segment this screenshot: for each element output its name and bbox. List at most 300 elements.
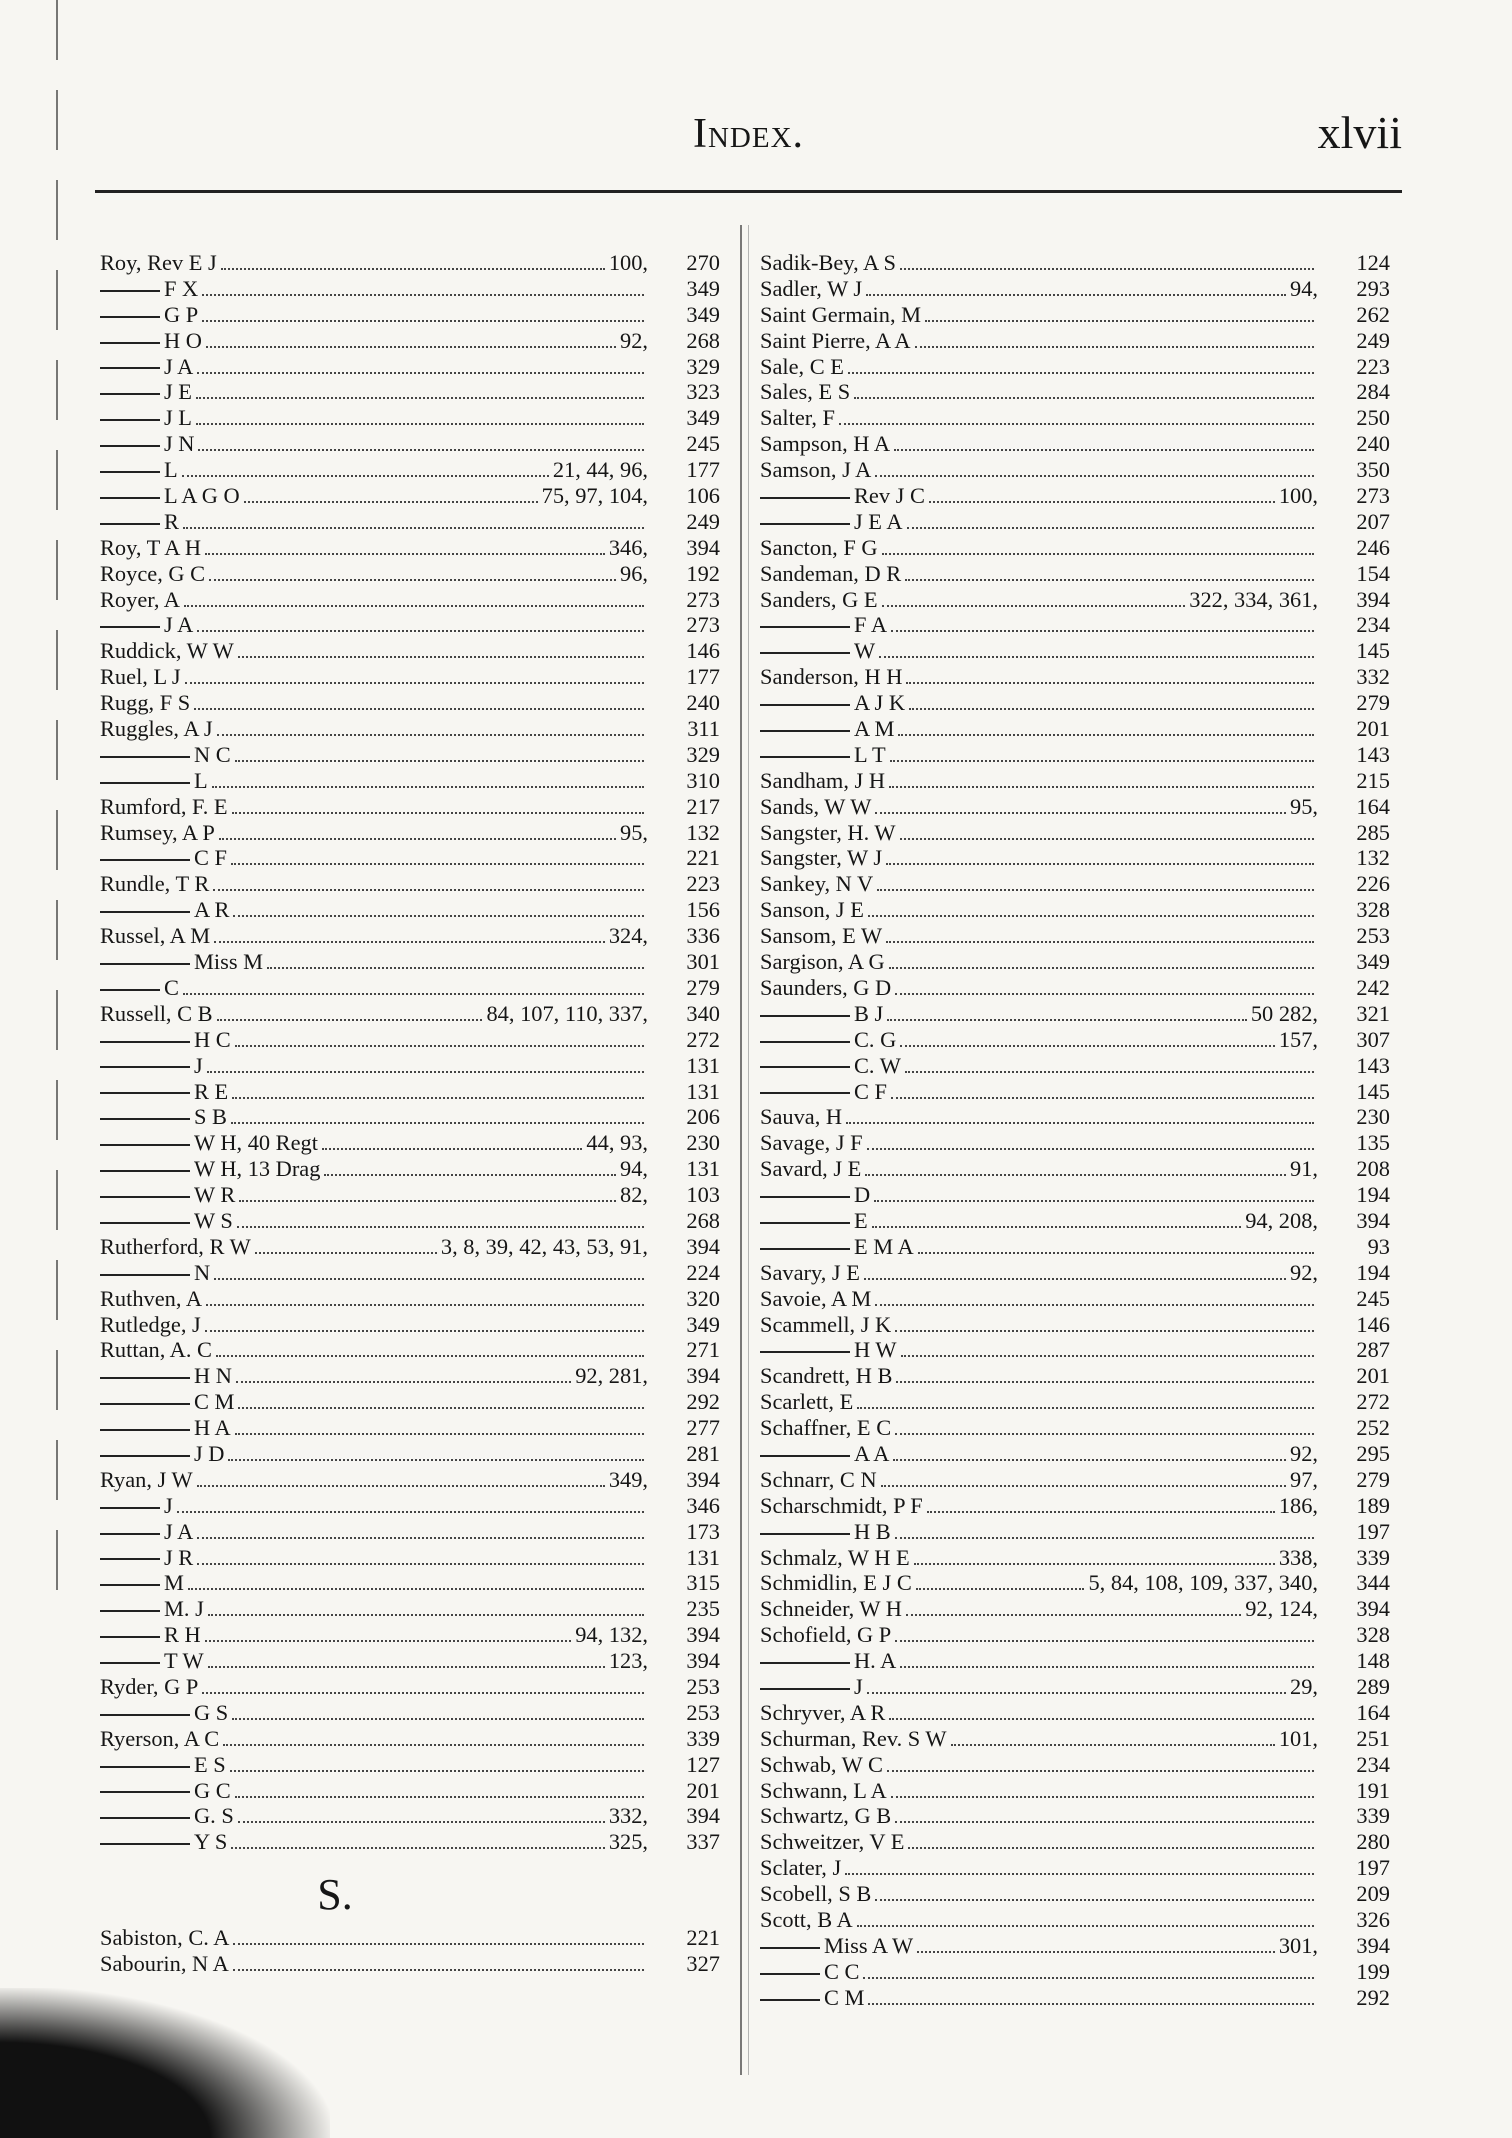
- ditto-dash: [100, 859, 190, 861]
- index-entry: [100, 1778, 720, 1804]
- dot-leader: [905, 1071, 1314, 1073]
- entry-name: [760, 1130, 863, 1156]
- index-entry: [100, 1001, 720, 1027]
- ditto-dash: [100, 419, 160, 421]
- entry-name: [100, 1130, 318, 1156]
- dot-leader: [255, 1252, 437, 1254]
- index-entry: [100, 1493, 720, 1519]
- index-entry: [760, 1182, 1390, 1208]
- entry-name: [100, 612, 193, 638]
- index-entry: [760, 1156, 1390, 1182]
- dot-leader: [232, 1718, 644, 1720]
- entry-name-text: G P: [164, 301, 199, 327]
- entry-name: [100, 1441, 224, 1467]
- index-entry: [760, 871, 1390, 897]
- entry-name: [100, 302, 198, 328]
- entry-refs: 94,: [620, 1156, 648, 1182]
- entry-refs: 50 282,: [1250, 1000, 1318, 1026]
- ditto-dash: [760, 1222, 850, 1224]
- index-entry: [760, 405, 1390, 431]
- entry-name: [760, 975, 891, 1001]
- entry-page: 394: [686, 1648, 720, 1674]
- entry-name-text: Savard, J E: [760, 1156, 862, 1182]
- entry-name: [100, 1156, 320, 1182]
- dot-leader: [882, 553, 1314, 555]
- entry-name: [760, 1829, 904, 1855]
- entry-name: [760, 1622, 891, 1648]
- entry-page: 394: [1356, 1596, 1390, 1622]
- entry-name: [760, 1881, 871, 1907]
- entry-name-text: Ryan, J W: [100, 1466, 193, 1492]
- index-entry: [760, 1415, 1390, 1441]
- index-entry: [100, 1545, 720, 1571]
- entry-name: [100, 871, 209, 897]
- ditto-dash: [760, 1092, 850, 1094]
- entry-name-text: Scandrett, H B: [760, 1363, 893, 1389]
- entry-refs: 100,: [1278, 483, 1318, 509]
- entry-page: 328: [1356, 897, 1390, 923]
- dot-leader: [895, 1537, 1314, 1539]
- entry-refs: 3, 8, 39, 42, 43, 53, 91,: [440, 1233, 648, 1259]
- entry-name-text: Russel, A M: [100, 923, 211, 949]
- entry-name-text: Sanson, J E: [760, 897, 864, 923]
- entry-name-text: Schmidlin, E J C: [760, 1570, 912, 1596]
- dot-leader: [896, 1381, 1314, 1383]
- entry-name: [100, 1951, 229, 1977]
- entry-name-text: A A: [854, 1440, 890, 1466]
- entry-name: [760, 483, 925, 509]
- dot-leader: [857, 1925, 1314, 1927]
- entry-page: 310: [686, 767, 720, 793]
- index-entry: [100, 1130, 720, 1156]
- entry-name: [100, 768, 208, 794]
- entry-name-text: Sancton, F G: [760, 534, 878, 560]
- dot-leader: [887, 1770, 1314, 1772]
- dot-leader: [879, 656, 1314, 658]
- dot-leader: [235, 760, 644, 762]
- entry-page: 215: [1356, 767, 1390, 793]
- index-entry: [760, 1027, 1390, 1053]
- ditto-dash: [760, 626, 850, 628]
- dot-leader: [905, 579, 1314, 581]
- entry-name: [760, 1337, 897, 1363]
- index-entry: [100, 250, 720, 276]
- entry-page: 349: [686, 405, 720, 431]
- entry-refs: 92,: [1290, 1440, 1318, 1466]
- entry-page: 339: [1356, 1544, 1390, 1570]
- entry-name: [760, 1570, 912, 1596]
- entry-name: [760, 1312, 891, 1338]
- entry-page: 191: [1356, 1777, 1390, 1803]
- entry-page: 146: [1356, 1311, 1390, 1337]
- dot-leader: [202, 1692, 644, 1694]
- entry-page: 208: [1356, 1156, 1390, 1182]
- index-entry: [100, 1027, 720, 1053]
- dot-leader: [188, 1588, 644, 1590]
- entry-name-text: Schweitzer, V E: [760, 1829, 905, 1855]
- index-entry: [760, 1286, 1390, 1312]
- index-entry: [760, 768, 1390, 794]
- ditto-dash: [100, 471, 160, 473]
- entry-name-text: R H: [164, 1622, 201, 1648]
- entry-page: 273: [1356, 483, 1390, 509]
- entry-page: 337: [686, 1829, 720, 1855]
- entry-page: 320: [686, 1285, 720, 1311]
- ditto-dash: [100, 963, 190, 965]
- ditto-dash: [760, 1066, 850, 1068]
- entry-name-text: Rev J C: [854, 483, 925, 509]
- entry-name-text: F A: [854, 612, 887, 638]
- entry-refs: 100,: [608, 250, 648, 275]
- entry-page: 224: [686, 1259, 720, 1285]
- entry-page: 221: [686, 1925, 720, 1951]
- entry-name: [100, 587, 180, 613]
- page-number: xlvii: [1317, 107, 1402, 158]
- index-entry: [100, 1700, 720, 1726]
- entry-page: 164: [1356, 793, 1390, 819]
- entry-name-text: Sadler, W J: [760, 275, 863, 301]
- entry-name-text: C. G: [854, 1026, 897, 1052]
- entry-name-text: N C: [194, 741, 231, 767]
- entry-name-text: C. W: [854, 1052, 901, 1078]
- entry-page: 271: [686, 1337, 720, 1363]
- entry-name-text: L A G O: [164, 483, 240, 509]
- dot-leader: [230, 1770, 644, 1772]
- entry-page: 223: [686, 871, 720, 897]
- dot-leader: [908, 1847, 1314, 1849]
- entry-name-text: C M: [824, 1984, 865, 2010]
- dot-leader: [206, 346, 616, 348]
- entry-name: [760, 1907, 853, 1933]
- entry-page: 329: [686, 741, 720, 767]
- index-entry: [760, 742, 1390, 768]
- entry-page: 394: [1356, 1932, 1390, 1958]
- dot-leader: [914, 1563, 1275, 1565]
- entry-name-text: M: [164, 1570, 184, 1596]
- index-entry: [760, 1881, 1390, 1907]
- index-entry: [100, 1415, 720, 1441]
- index-entry: [100, 1156, 720, 1182]
- ditto-dash: [100, 1791, 190, 1793]
- entry-refs: 95,: [1290, 793, 1318, 819]
- ditto-dash: [760, 704, 850, 706]
- dot-leader: [865, 1174, 1286, 1176]
- entry-name: [760, 1234, 914, 1260]
- index-entry: [760, 1053, 1390, 1079]
- dot-leader: [217, 1019, 483, 1021]
- entry-name-text: Salter, F: [760, 405, 835, 431]
- entry-page: 201: [1356, 716, 1390, 742]
- dot-leader: [900, 838, 1314, 840]
- entry-page: 287: [1356, 1337, 1390, 1363]
- index-entry: [760, 509, 1390, 535]
- entry-page: 143: [1356, 1052, 1390, 1078]
- entry-refs: 101,: [1278, 1725, 1318, 1751]
- dot-leader: [868, 2003, 1314, 2005]
- entry-page: 131: [686, 1078, 720, 1104]
- dot-leader: [848, 372, 1314, 374]
- index-entry: [760, 690, 1390, 716]
- entry-refs: 157,: [1278, 1026, 1318, 1052]
- dot-leader: [208, 1614, 644, 1616]
- index-entry: [100, 379, 720, 405]
- entry-name: [760, 871, 873, 897]
- entry-name: [760, 1752, 883, 1778]
- entry-page: 206: [686, 1104, 720, 1130]
- entry-name-text: Scammell, J K: [760, 1311, 892, 1337]
- ditto-dash: [100, 989, 160, 991]
- entry-page: 249: [686, 508, 720, 534]
- dot-leader: [183, 993, 644, 995]
- dot-leader: [177, 1511, 644, 1513]
- index-entry: [760, 587, 1390, 613]
- ditto-dash: [100, 497, 160, 499]
- entry-name: [100, 794, 228, 820]
- dot-leader: [194, 708, 644, 710]
- entry-page: 240: [1356, 431, 1390, 457]
- entry-page: 251: [1356, 1725, 1390, 1751]
- entry-name: [100, 1596, 204, 1622]
- page-header: [95, 107, 1402, 180]
- entry-name: [760, 405, 835, 431]
- index-entry: [760, 354, 1390, 380]
- index-entry: [760, 379, 1390, 405]
- dot-leader: [900, 1666, 1314, 1668]
- entry-name-text: Scarlett, E: [760, 1389, 854, 1415]
- entry-page: 284: [1356, 379, 1390, 405]
- entry-name-text: Sampson, H A: [760, 431, 891, 457]
- index-entry: [100, 871, 720, 897]
- dot-leader: [197, 372, 644, 374]
- ditto-dash: [760, 1196, 850, 1198]
- entry-name: [100, 354, 193, 380]
- entry-page: 394: [1356, 586, 1390, 612]
- entry-name-text: R E: [194, 1078, 229, 1104]
- entry-page: 344: [1356, 1570, 1390, 1596]
- dot-leader: [874, 1200, 1314, 1202]
- entry-name-text: Sabiston, C. A: [100, 1925, 230, 1951]
- entry-name: [760, 1441, 889, 1467]
- entry-name: [760, 509, 903, 535]
- entry-name: [100, 405, 192, 431]
- entry-page: 262: [1356, 301, 1390, 327]
- entry-name: [760, 742, 886, 768]
- entry-name-text: Savage, J F: [760, 1130, 863, 1156]
- entry-name-text: Roy, T A H: [100, 534, 201, 560]
- entry-page: 273: [686, 612, 720, 638]
- index-entry: [100, 1182, 720, 1208]
- dot-leader: [925, 320, 1314, 322]
- entry-name: [760, 664, 902, 690]
- ditto-dash: [100, 1662, 160, 1664]
- index-entry: [760, 1130, 1390, 1156]
- entry-name: [760, 1778, 887, 1804]
- entry-page: 329: [686, 353, 720, 379]
- entry-name: [100, 690, 190, 716]
- entry-refs: 92,: [1290, 1259, 1318, 1285]
- scan-shadow: [0, 1988, 330, 2138]
- dot-leader: [185, 682, 644, 684]
- entry-page: 272: [1356, 1389, 1390, 1415]
- dot-leader: [235, 1433, 644, 1435]
- dot-leader: [854, 397, 1314, 399]
- ditto-dash: [100, 1403, 190, 1405]
- entry-name: [100, 535, 201, 561]
- entry-name: [100, 431, 194, 457]
- entry-page: 197: [1356, 1855, 1390, 1881]
- entry-page: 250: [1356, 405, 1390, 431]
- index-entry: [760, 457, 1390, 483]
- entry-page: 234: [1356, 1751, 1390, 1777]
- entry-name-text: Russell, C B: [100, 1000, 213, 1026]
- dot-leader: [233, 1943, 644, 1945]
- entry-page: 394: [686, 1363, 720, 1389]
- entry-name: [100, 1260, 210, 1286]
- entry-name-text: Ruggles, A J: [100, 716, 213, 742]
- ditto-dash: [100, 1455, 190, 1457]
- dot-leader: [213, 889, 644, 891]
- entry-name-text: J D: [194, 1440, 225, 1466]
- index-entry: [760, 1234, 1390, 1260]
- entry-name: [760, 1156, 861, 1182]
- ditto-dash: [760, 652, 850, 654]
- index-entry: [760, 1933, 1390, 1959]
- entry-page: 346: [686, 1492, 720, 1518]
- entry-name: [100, 820, 215, 846]
- index-entry: [760, 1493, 1390, 1519]
- index-entry: [100, 483, 720, 509]
- entry-refs: 332,: [608, 1803, 648, 1829]
- dot-leader: [875, 812, 1286, 814]
- dot-leader: [197, 1563, 644, 1565]
- entry-page: 315: [686, 1570, 720, 1596]
- entry-name-text: Schurman, Rev. S W: [760, 1725, 947, 1751]
- index-entry: [760, 1441, 1390, 1467]
- ditto-dash: [100, 1817, 190, 1819]
- entry-name-text: L: [164, 457, 178, 483]
- ditto-dash: [760, 1999, 820, 2001]
- index-entry: [100, 1648, 720, 1674]
- dot-leader: [228, 1459, 644, 1461]
- entry-page: 323: [686, 379, 720, 405]
- dot-leader: [322, 1148, 582, 1150]
- entry-name: [760, 1260, 860, 1286]
- ditto-dash: [100, 626, 160, 628]
- entry-name-text: Saint Pierre, A A: [760, 327, 911, 353]
- dot-leader: [202, 294, 644, 296]
- entry-name: [760, 431, 890, 457]
- entry-name-text: Schneider, W H: [760, 1596, 902, 1622]
- index-entry: [100, 1234, 720, 1260]
- entry-name: [760, 1700, 885, 1726]
- entry-name-text: A M: [854, 716, 895, 742]
- entry-page: 194: [1356, 1259, 1390, 1285]
- dot-leader: [238, 1821, 605, 1823]
- index-list-r: [100, 250, 720, 1855]
- entry-refs: 44, 93,: [586, 1130, 648, 1156]
- ditto-dash: [100, 393, 160, 395]
- entry-name: [100, 1363, 232, 1389]
- entry-name-text: Roy, Rev E J: [100, 250, 217, 275]
- entry-name-text: Ryder, G P: [100, 1673, 199, 1699]
- dot-leader: [894, 449, 1314, 451]
- dot-leader: [216, 1355, 644, 1357]
- entry-name: [100, 1570, 184, 1596]
- entry-refs: 338,: [1278, 1544, 1318, 1570]
- index-entry: [760, 1778, 1390, 1804]
- entry-name-text: Sclater, J: [760, 1855, 842, 1881]
- entry-name: [760, 1415, 891, 1441]
- entry-page: 279: [1356, 1466, 1390, 1492]
- index-entry: [760, 1700, 1390, 1726]
- dot-leader: [866, 294, 1286, 296]
- entry-name-text: Ruttan, A. C: [100, 1337, 212, 1363]
- dot-leader: [882, 605, 1186, 607]
- index-entry: [100, 923, 720, 949]
- index-entry: [100, 845, 720, 871]
- entry-refs: 123,: [608, 1648, 648, 1674]
- index-entry: [100, 1951, 720, 1977]
- entry-name: [100, 1104, 227, 1130]
- entry-refs: 29,: [1290, 1673, 1318, 1699]
- ditto-dash: [760, 1662, 850, 1664]
- index-entry: [760, 664, 1390, 690]
- index-entry: [760, 328, 1390, 354]
- dot-leader: [893, 1459, 1286, 1461]
- entry-name-text: H W: [854, 1337, 897, 1363]
- ditto-dash: [100, 1118, 190, 1120]
- dot-leader: [951, 1744, 1275, 1746]
- entry-name: [760, 587, 878, 613]
- entry-name: [100, 509, 179, 535]
- entry-name-text: H O: [164, 327, 202, 353]
- entry-refs: 349,: [608, 1466, 648, 1492]
- dot-leader: [875, 475, 1314, 477]
- index-entry: [100, 405, 720, 431]
- entry-name: [760, 612, 887, 638]
- entry-name: [760, 820, 896, 846]
- entry-page: 164: [1356, 1699, 1390, 1725]
- dot-leader: [889, 786, 1314, 788]
- entry-page: 279: [1356, 690, 1390, 716]
- entry-page: 201: [1356, 1363, 1390, 1389]
- entry-name: [100, 897, 229, 923]
- entry-name-text: Scobell, S B: [760, 1881, 872, 1907]
- index-entry: [100, 1674, 720, 1700]
- ditto-dash: [100, 1274, 190, 1276]
- ditto-dash: [760, 1533, 850, 1535]
- dot-leader: [906, 682, 1314, 684]
- entry-page: 245: [1356, 1285, 1390, 1311]
- entry-name-text: Sands, W W: [760, 793, 872, 819]
- ditto-dash: [760, 1041, 850, 1043]
- dot-leader: [918, 1252, 1314, 1254]
- entry-name-text: L: [194, 767, 208, 793]
- index-entry: [100, 975, 720, 1001]
- entry-name-text: Royce, G C: [100, 560, 206, 586]
- index-entry: [100, 1389, 720, 1415]
- dot-leader: [891, 630, 1314, 632]
- dot-leader: [846, 1122, 1314, 1124]
- index-entry: [100, 457, 720, 483]
- entry-page: 277: [686, 1415, 720, 1441]
- entry-name-text: Sanders, G E: [760, 586, 878, 612]
- index-column-right: [760, 250, 1390, 2011]
- ditto-dash: [100, 1377, 190, 1379]
- entry-name-text: Rutherford, R W: [100, 1233, 251, 1259]
- ditto-dash: [100, 1610, 160, 1612]
- entry-page: 272: [686, 1026, 720, 1052]
